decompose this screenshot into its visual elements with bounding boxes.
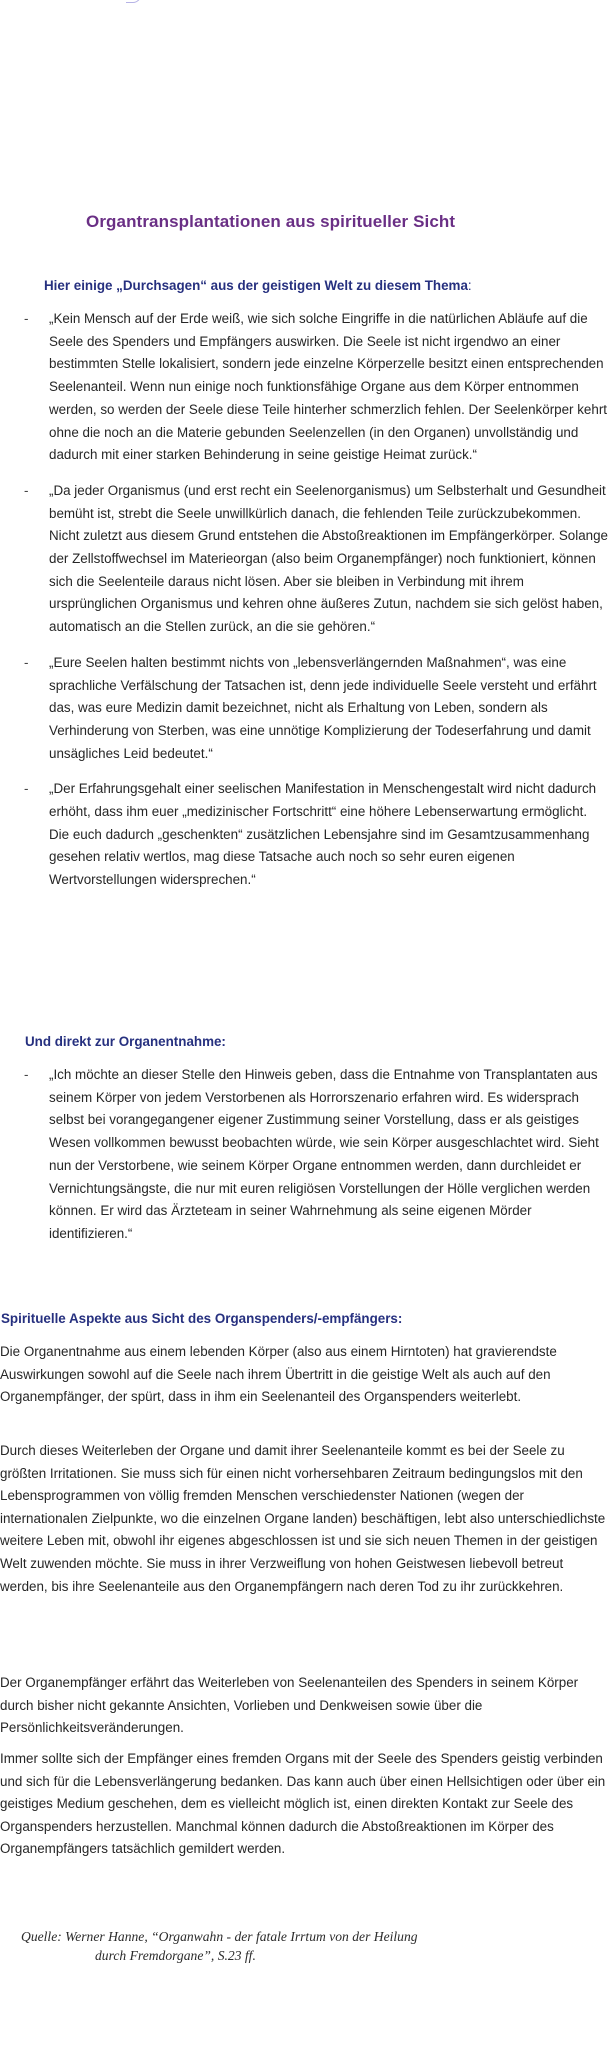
source-line-2: durch Fremdorgane”, S.23 ff. (95, 1948, 256, 1963)
page-title: Organtransplantationen aus spiritueller Sicht (86, 212, 456, 231)
quote-text: „Da jeder Organismus (und erst recht ein Seelenorganismus) um Selbsterhalt und Gesundheit bemüht ist, strebt die Seele unwillkürlich danach, die fehlenden Teile zurückzubekommen. Nicht zuletzt aus diesem Grund entstehen die Abstoßreaktionen im Empfängerkörper. Solange der Zellstoffwechsel im Materieorgan (also beim Organempfänger) noch funktioniert, können sich die Seelenteile daraus nicht lösen. Aber sie bleiben in Verbindung mit ihrem ursprünglichen Organismus und kehren ohne äußeres Zutun, nachdem sie sich gelöst haben, automatisch an die Stellen zurück, an die sie gehören.“ (49, 482, 608, 635)
quote-item (0, 308, 616, 467)
source-line-1: Quelle: Werner Hanne, “Organwahn - der fatale Irrtum von der Heilung (21, 1929, 418, 1944)
decorative-mark (126, 0, 141, 3)
body-paragraph: Immer sollte sich der Empfänger eines fremden Organs mit der Seele des Spenders geistig verbinden und sich für die Lebensverlängerung bedanken. Das kann auch über einen Hellsichtigen oder über ein geistiges Medium geschehen, dem es vielleicht möglich ist, einen direkten Kontakt zur Seele des Organspenders herzustellen. Manchmal können dadurch die Abstoßreaktionen im Körper des Organempfängers tatsächlich gemildert werden. (0, 1751, 606, 1857)
quote-text: „Ich möchte an dieser Stelle den Hinweis geben, dass die Entnahme von Transplantaten aus seinem Körper von jedem Verstorbenen als Horrorszenario erfahren wird. Es widersprach selbst bei vorangegangener eigener Zustimmung seiner Vorstellung, dass er als geistiges Wesen vollkommen bewusst beobachten würde, wie sein Körper ausgeschlachtet wird. Sieht nun der Verstorbene, wie seinem Körper Organe entnommen werden, dann durchleidet er Vernichtungsängste, die nur mit euren religiösen Vorstellungen der Hölle verglichen werden können. Er wird das Ärzteteam in seiner Wahrnehmung als seine eigenen Mörder identifizieren.“ (49, 1067, 599, 1241)
quote-item (0, 1064, 616, 1246)
quote-text: „Kein Mensch auf der Erde weiß, wie sich solche Eingriffe in die natürlichen Abläufe auf die Seele des Spenders und Empfängers auswirken. Die Seele ist nicht irgendwo an einer bestimmten Stelle lokalisiert, sondern jede einzelne Körperzelle besitzt einen entsprechenden Seelenanteil. Wenn nun einige noch funktionsfähige Organe aus dem Körper entnommen werden, so werden der Seele diese Teile hinterher schmerzlich fehlen. Der Seelenkörper kehrt ohne die noch an die Materie gebunden Seelenzellen (in den Organen) unvollständig und dadurch mit einer starken Behinderung in seine geistige Heimat zurück.“ (49, 311, 607, 463)
quote-item (0, 480, 616, 639)
list-dash: - (24, 781, 29, 797)
list-dash: - (24, 482, 29, 498)
quote-item (0, 778, 616, 892)
section-heading-text: Hier einige „Durchsagen“ aus der geistigen Welt zu diesem Thema (44, 278, 468, 293)
list-dash: - (24, 654, 29, 670)
body-paragraph: Die Organentnahme aus einem lebenden Körper (also aus einem Hirntoten) hat gravierendste Auswirkungen sowohl auf die Seele nach ihrem Übertritt in die geistige Welt als auch auf den Organempfänger, der spürt, dass in ihm ein Seelenanteil des Organspenders weiterlebt. (0, 1344, 557, 1405)
body-paragraph: Durch dieses Weiterleben der Organe und damit ihrer Seelenanteile kommt es bei der Seele zu größten Irritationen. Sie muss sich für einen nicht vorhersehbaren Zeitraum bedingungslos mit den Lebensprogrammen von völlig fremden Menschen verschiedenster Nationen (wegen der internationalen Zielpunkte, wo die einzelnen Organe landen) beschäftigen, lebt also unterschiedlichste weitere Leben mit, obwohl ihr eigenes abgeschlossen ist und sie sich neuen Themen in der geistigen Welt zuwenden möchte. Sie muss in ihrer Verzweiflung von hohen Geistwesen liebevoll betreut werden, bis ihre Seelenanteile aus den Organempfängern nach deren Tod zu ihr zurückkehren. (0, 1443, 606, 1594)
section-heading-durchsagen (44, 278, 472, 293)
quote-list-durchsagen (0, 308, 616, 892)
source-citation (21, 1927, 418, 1965)
section-heading-spirituelle-aspekte: Spirituelle Aspekte aus Sicht des Organspenders/-empfängers: (1, 1311, 403, 1326)
list-dash: - (24, 311, 29, 326)
quote-text: „Der Erfahrungsgehalt einer seelischen Manifestation in Menschengestalt wird nicht dadurch erhöht, dass ihm euer „medizinischer Fortschritt“ eine höhere Lebenserwartung ermöglicht. Die euch dadurch „geschenkten“ zusätzlichen Lebensjahre sind im Gesamtzusammenhang gesehen relativ wertlos, mag diese Tatsache auch noch so sehr euren eigenen Wertvorstellungen widersprechen.“ (49, 781, 597, 888)
quote-list-organentnahme (0, 1064, 616, 1246)
section-heading-organentnahme: Und direkt zur Organentnahme: (25, 1034, 226, 1049)
body-paragraph: Der Organempfänger erfährt das Weiterleben von Seelenanteilen des Spenders in seinem Körper durch bisher nicht gekannte Ansichten, Vorlieben und Denkweisen sowie über die Persönlichkeitsveränderungen. (0, 1675, 579, 1736)
quote-item (0, 652, 616, 766)
heading-colon: : (467, 278, 472, 293)
list-dash: - (24, 1067, 29, 1082)
quote-text: „Eure Seelen halten bestimmt nichts von „lebensverlängernden Maßnahmen“, was eine sprachliche Verfälschung der Tatsachen ist, denn jede individuelle Seele versteht und erfährt das, was eure Medizin damit bezeichnet, nicht als Erhaltung von Leben, sondern als Verhinderung von Sterben, was eine unnötige Komplizierung der Todeserfahrung und damit unsägliches Leid bedeutet.“ (49, 654, 597, 761)
